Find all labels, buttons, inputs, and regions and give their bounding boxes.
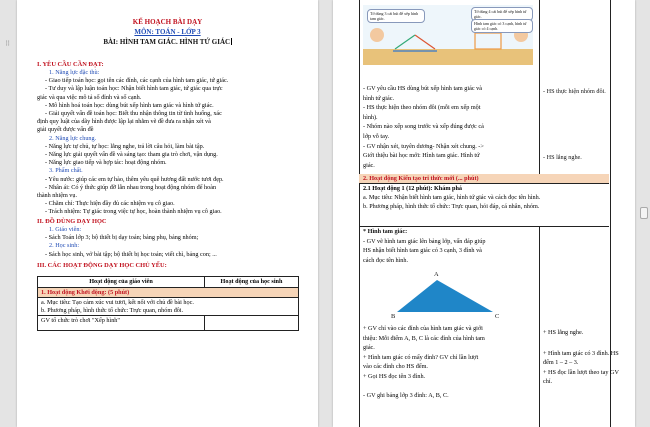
column-divider-bottom xyxy=(539,226,540,427)
plan-title: KẾ HOẠCH BÀI DẠY xyxy=(132,18,203,26)
student-response-1: - HS thực hiện nhóm đôi. xyxy=(543,88,606,95)
activity-2-title: 2. Hoạt động Kiến tạo tri thức mới (... phút) xyxy=(363,175,479,182)
desk-icon xyxy=(363,49,533,65)
activity-1-goals: a. Mục tiêu: Tạo cảm xúc vui tươi, kết nối với chủ đề bài học. b. Phương pháp, hình thức tổ chức: Trực quan, nhóm đôi. xyxy=(38,298,299,316)
speech-bubble-1: Tớ dùng 3 cái bút để xếp hình tam giác. xyxy=(367,9,425,23)
section-1-heading: I. YÊU CẦU CẦN ĐẠT: xyxy=(37,61,104,68)
document-page-left xyxy=(17,0,318,427)
section-2-heading: II. ĐỒ DÙNG DẠY HỌC xyxy=(37,218,107,225)
activity-1-game: GV tổ chức trò chơi "Xếp hình" xyxy=(38,316,205,331)
lesson-title[interactable]: BÀI: HÌNH TAM GIÁC. HÌNH TỨ GIÁC xyxy=(103,38,231,46)
activity-1-title: 1. Hoạt động Khởi động: (5 phút) xyxy=(38,287,299,298)
activity-1-teacher-steps: - GV yêu cầu HS dùng bút xếp hình tam giác và hình tứ giác. - HS thực hiện theo nhóm đôi (mỗi em xếp một hình). - Nhóm nào xếp song trước và xếp đúng được cả lớp vỗ tay. - GV nhận xét, tuyên dương- Nhận xét chung. -> Giới thiệu bài học mới: Hình tam giác. Hình tứ giác. xyxy=(363,85,484,169)
triangle-vertices-steps: + GV chỉ vào các đỉnh của hình tam giác và giới thiệu: Mỗi điểm A, B, C là các đỉnh của hình tam giác. + Hình tam giác có mấy đỉnh? GV chỉ lần lượt vào các đỉnh cho HS đếm. + Gọi HS đọc tên 3 đỉnh. - GV ghi bảng lớp 3 đỉnh: A, B, C. xyxy=(363,325,485,400)
column-divider-top xyxy=(539,0,540,174)
vertex-a-label: A xyxy=(434,271,439,278)
text-cursor xyxy=(231,38,232,45)
drag-handle-icon[interactable]: ⠿ xyxy=(5,40,11,48)
illustration-box xyxy=(363,5,533,65)
activity-table-left xyxy=(37,276,299,331)
vertex-c-label: C xyxy=(495,313,500,320)
triangle-shape xyxy=(397,280,493,312)
speech-bubble-2: Tớ dùng 4 cái bút để xếp hình tứ giác. xyxy=(471,7,533,21)
child-icon xyxy=(370,28,384,42)
student-response-2: - HS lắng nghe. xyxy=(543,154,582,161)
activity-2-1-goals: 2.1 Hoạt động 1 (12 phút): Khám phá a. Mục tiêu: Nhận biết hình tam giác, hình tứ giác và cách đọc tên hình. b. Phương pháp, hình thức tổ chức: Trực quan, hỏi đáp, cá nhân, nhóm. xyxy=(363,185,541,210)
vertex-b-label: B xyxy=(391,313,396,320)
section-1-body: 1. Năng lực đặc thù: - Giao tiếp toán học: gọi tên các đỉnh, các cạnh của hình tam giác, tứ giác. - Tư duy và lập luận toán học: Nhận biết hình tam giác, tứ giác qua trực giác và qua việc mô tả số đỉnh và số cạnh. - Mô hình hoá toán học: dùng bút xếp hình tam giác và hình tứ giác. - Giải quyết vấn đề toán học: Biết thu nhận thông tin từ tình huống, xác định quy luật của dãy hình được lập lại nhằm vẽ đề đưa ra nhận xét và giải quyết được vấn đề 2. Năng lực chung. - Năng lực tự chủ, tự học: lắng nghe, trả lời câu hỏi, làm bài tập. - Năng lực giải quyết vấn đề và sáng tạo: tham gia trò chơi, vận dụng. - Năng lực giao tiếp và hợp tác: hoạt động nhóm. 3. Phẩm chất. - Yêu nước: giúp các em tự hào, thêm yêu quê hương đất nước tươi đẹp. - Nhân ái: Có ý thức giúp đỡ lẫn nhau trong hoạt động nhóm để hoàn thành nhiệm vụ. - Chăm chỉ: Thực hiện đầy đủ các nhiệm vụ cô giao. - Trách nhiệm: Tự giác trong việc tự học, hoàn thành nhiệm vụ cô giao. xyxy=(37,69,229,216)
triangle-abc-figure xyxy=(393,270,503,320)
activity-1-student-cell xyxy=(205,316,299,331)
scroll-handle[interactable] xyxy=(640,207,648,219)
subject-line: MÔN: TOÁN - LỚP 3 xyxy=(134,28,201,36)
section-2-body: 1. Giáo viên: - Sách Toán lớp 3; bộ thiết bị dạy toán; bảng phụ, bảng nhóm; 2. Học sinh: - Sách học sinh, vở bài tập; bộ thiết bị học toán; viết chì, bảng con; ... xyxy=(45,226,217,258)
document-page-right xyxy=(333,0,635,427)
triangle-student-responses: + HS lắng nghe. + Hình tam giác có 3 đỉnh. HS đếm 1 – 2 – 3. + HS đọc lần lượt theo tay GV chỉ. xyxy=(543,329,619,386)
section-3-heading: III. CÁC HOẠT ĐỘNG DẠY HỌC CHỦ YẾU: xyxy=(37,262,167,269)
header-student: Hoạt động của học sinh xyxy=(205,277,299,288)
triangle-intro: - GV vẽ hình tam giác lên bảng lớp, vấn đáp giúp HS nhận biết hình tam giác có 3 cạnh, 3 đỉnh và cách đọc tên hình. xyxy=(363,238,486,264)
triangle-heading: * Hình tam giác: xyxy=(363,228,408,235)
speech-bubble-3: Hình tam giác có 3 cạnh, hình tứ giác có 4 cạnh. xyxy=(471,19,533,33)
header-teacher: Hoạt động của giáo viên xyxy=(38,277,205,288)
